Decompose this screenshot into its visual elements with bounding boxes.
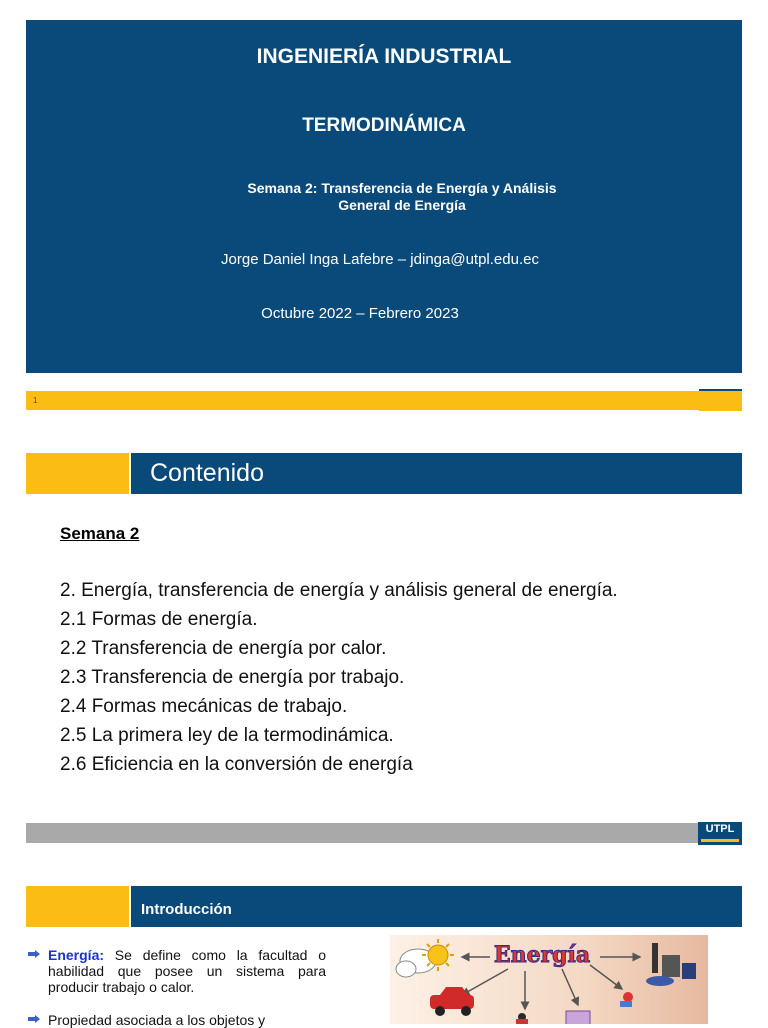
program-title: INGENIERÍA INDUSTRIAL	[256, 45, 512, 68]
building-icon	[566, 1011, 590, 1024]
bullet1-text: Se define como la facultad o habilidad que posee un sistema para producir trabajo o calor.	[48, 947, 326, 995]
contents-item: 2.1 Formas de energía.	[60, 609, 258, 630]
bullet-property	[28, 1012, 326, 1028]
slide2-title: Contenido	[150, 459, 264, 487]
slide3-title: Introducción	[141, 901, 232, 918]
bullet2-text: Propiedad asociada a los objetos y	[48, 1012, 266, 1028]
contents-item: 2.6 Eficiencia en la conversión de energía	[60, 754, 413, 775]
utpl-logo-stripe	[701, 839, 739, 842]
slide2-footer-bar	[26, 823, 698, 843]
arrow-down-right	[562, 969, 578, 1005]
week-title-line1: Semana 2: Transferencia de Energía y Análisis	[247, 180, 557, 196]
contents-list	[60, 576, 618, 779]
energy-wordart: Energía	[493, 942, 591, 968]
slide2-header-accent	[26, 453, 129, 494]
contents-item: 2.3 Transferencia de energía por trabajo.	[60, 667, 405, 688]
contents-item: 2. Energía, transferencia de energía y análisis general de energía.	[60, 580, 618, 601]
slide3-header-accent	[26, 886, 129, 927]
contents-item: 2.4 Formas mecánicas de trabajo.	[60, 696, 348, 717]
week-title-line2: General de Energía	[338, 197, 466, 213]
utpl-logo	[698, 822, 742, 845]
arrow-right-low	[590, 965, 622, 989]
bullet-arrow-icon	[28, 1015, 40, 1023]
energy-diagram-svg	[390, 935, 708, 1024]
slide1-footer-corner	[699, 389, 742, 411]
author-line: Jorge Daniel Inga Lafebre – jdinga@utpl.edu.ec	[221, 251, 539, 268]
keyword-energy: Energía:	[48, 947, 105, 963]
slide1-footer-bar	[26, 391, 742, 410]
contents-item: 2.2 Transferencia de energía por calor.	[60, 638, 387, 659]
contents-item: 2.5 La primera ley de la termodinámica.	[60, 725, 394, 746]
refinery-icon	[646, 943, 696, 986]
arrow-down-left	[462, 969, 508, 995]
subject-title: TERMODINÁMICA	[302, 115, 466, 136]
page-number: 1	[33, 396, 38, 405]
week-title	[212, 180, 592, 214]
period-line: Octubre 2022 – Febrero 2023	[261, 305, 459, 322]
bullet-arrow-icon	[28, 950, 40, 958]
energy-illustration	[390, 935, 708, 1024]
utpl-logo-text: UTPL	[705, 823, 735, 835]
apple-icon	[620, 992, 633, 1007]
bullet-energy-definition	[28, 947, 326, 995]
week-heading: Semana 2	[60, 524, 140, 543]
person-icon	[516, 1013, 528, 1024]
